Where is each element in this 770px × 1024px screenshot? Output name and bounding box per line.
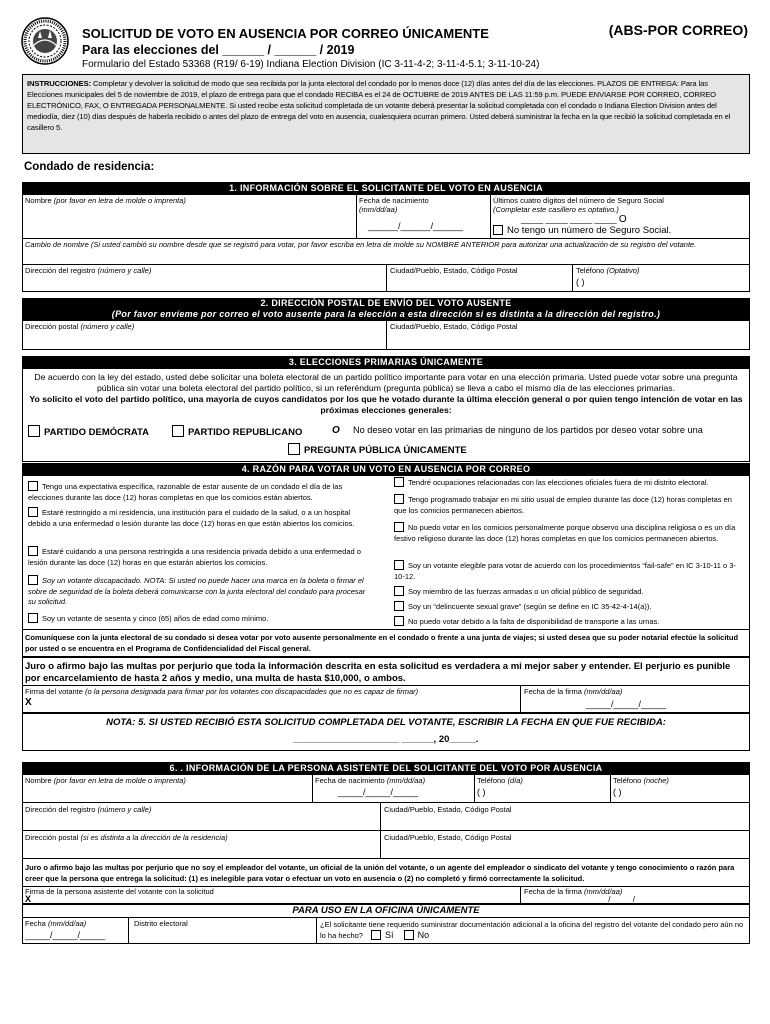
reason-fail-safe[interactable]: Soy un votante elegible para votar de acuerdo con los procedimientos “fail-safe” en IC 3-10-11 o 3-10-12.: [394, 561, 736, 581]
registration-city-field[interactable]: Ciudad/Pueblo, Estado, Código Postal: [390, 266, 518, 275]
assistant-night-phone-field[interactable]: ( ): [613, 787, 622, 797]
reason-caregiver[interactable]: Estaré cuidando a una persona restringida a una residencia privada debido a una enfermedad o lesión durante las doce (12) horas en que estarán abiertos los comicios.: [28, 547, 361, 567]
republican-party-option[interactable]: PARTIDO REPUBLICANO: [172, 425, 302, 438]
instructions-text: Completar y devolver la solicitud de modo que sea recibida por la junta electoral del condado por lo menos doce (12) días antes del día de las elecciones. PLAZOS DE ENTREGA: Para las Elecciones municipales del 5 de noviembre de 2019, el plazo de entrega para que el condado RECIBA es el 24 de OCTUBRE de 2019 ANTES DE LAS 11:59 p.m. PUEDE ENVIARSE POR CORREO, CORREO ELECTRÓNICO, FAX, O ENTREGADA PERSONALMENTE. Si usted recibe esta solicitud completada de un votante deberá presentar la solicitud completada con el condado o Indiana Election Division antes del mediodía, diez (10) días después de haberla recibido o antes del plazo de entrega del voto en ausencia, cualesquiera ocurran primero. Usted deberá suministrar la fecha en la que recibió la solicitud completada en el casillero 5.: [27, 79, 731, 132]
form-reference: Formulario del Estado 53368 (R19/ 6-19) Indiana Election Division (IC 3-11-4-2; 3-11-4-5.1; 3-11-10-24): [82, 59, 540, 70]
assistant-signature-label: Firma de la persona asistente del votante con la solicitud: [25, 887, 214, 896]
assistant-signature-field[interactable]: X: [25, 894, 32, 904]
mailing-city-field[interactable]: Ciudad/Pueblo, Estado, Código Postal: [390, 322, 518, 331]
reason-sex-offender[interactable]: Soy un “delincuente sexual grave” (según se define en IC 35-42-4-14(a)).: [394, 601, 746, 613]
primary-explanation: De acuerdo con la ley del estado, usted debe solicitar una boleta electoral de un partido político importante para votar en una elección primaria. Usted puede votar sobre una pregunta pública sin votar una boleta electoral del partido político, si un referéndum (pregunta pública) se lleva a cabo el mismo día de las elecciones primarias.: [34, 372, 738, 393]
reason-transportation-checkbox[interactable]: [394, 616, 404, 626]
section-1-header: 1. INFORMACIÓN SOBRE EL SOLICITANTE DEL VOTO EN AUSENCIA: [22, 182, 750, 194]
no-ssn-option[interactable]: No tengo un número de Seguro Social.: [493, 225, 671, 237]
applicant-dob-label: Fecha de nacimiento (mm/dd/aa): [359, 196, 429, 214]
republican-checkbox[interactable]: [172, 425, 184, 437]
assistant-day-phone-field[interactable]: ( ): [477, 787, 486, 797]
office-no-option[interactable]: No: [404, 931, 430, 940]
party-request-statement: Yo solicito el voto del partido político, una mayoría de cuyos candidatos por los que he votado durante la última elección general o por quien tengo intención de votar en las próximas elecciones generales:: [29, 394, 743, 415]
section-4-header: 4. RAZÓN PARA VOTAR UN VOTO EN AUSENCIA POR CORREO: [22, 463, 750, 475]
name-change-field[interactable]: Cambio de nombre (Si usted cambió su nombre desde que se registró para votar, por favor escriba en letra de molde su NOMBRE ANTERIOR para autorizar una actualización de su registro del votante.: [25, 240, 697, 249]
reason-disabled-checkbox[interactable]: [28, 575, 38, 585]
reason-work-checkbox[interactable]: [394, 494, 404, 504]
assistant-oath-text: Juro o afirmo bajo las multas por perjurio que no soy el empleador del votante, un oficial de la unión del votante, o un agente del empleador o sindicato del votante y tengo conocimiento o razón para creer que la persona que entrega la solicitud: (1) es inelegible para votar o efectuar un voto en ausencia o (2) no completó y firmó correctamente la solicitud.: [25, 863, 735, 883]
applicant-dob-field[interactable]: ______/______/______: [368, 221, 464, 231]
election-date-line[interactable]: Para las elecciones del ______ / ______ / 2019: [82, 43, 355, 57]
assistant-reg-address-field[interactable]: Dirección del registro (número y calle): [25, 805, 152, 814]
assistant-reg-city-field[interactable]: Ciudad/Pueblo, Estado, Código Postal: [384, 805, 512, 814]
ssn-label: Últimos cuatro dígitos del número de Seguro Social (Completar este casillero es optativo.): [493, 196, 664, 214]
section-2-header: [22, 298, 750, 320]
reason-work[interactable]: Tengo programado trabajar en mi sitio usual de empleo durante las doce (12) horas completas en que los comicios permanecen abiertos.: [394, 495, 732, 515]
reason-age-65-checkbox[interactable]: [28, 613, 38, 623]
phone-optional-label: Teléfono (Optativo): [576, 266, 640, 275]
section-3-header: 3. ELECCIONES PRIMARIAS ÚNICAMENTE: [22, 356, 750, 368]
received-date-field[interactable]: ____________________ ______, 20_____.: [293, 734, 479, 745]
office-no-checkbox[interactable]: [404, 930, 414, 940]
assistant-mail-city-field[interactable]: Ciudad/Pueblo, Estado, Código Postal: [384, 833, 512, 842]
voter-sign-date-field[interactable]: _____/_____/_____: [586, 699, 667, 709]
office-date-field[interactable]: _____/_____/_____: [25, 930, 106, 940]
contact-county-note: Comuníquese con la junta electoral de su condado si desea votar por voto ausente personalmente en el condado o frente a una junta de viajes; si usted desea que su poder notarial efectúe la solicitud por usted o se encuentra en el Programa de Confidencialidad del Fiscal general.: [25, 633, 739, 653]
assistant-day-phone-label: Teléfono (día): [477, 776, 523, 785]
primary-or: O: [332, 425, 340, 436]
section-2-title: 2. DIRECCIÓN POSTAL DE ENVÍO DEL VOTO AUSENTE: [260, 298, 512, 308]
office-district-field[interactable]: Distrito electoral: [134, 919, 188, 928]
voter-oath-text: Juro o afirmo bajo las multas por perjurio que toda la información descrita en esta solicitud es verdadera a mi mejor saber y entender. El perjurio es punible por encarcelamiento de hasta 2 años y medio, una multa de hasta $10,000, o ambos.: [25, 661, 731, 684]
public-question-checkbox[interactable]: [288, 443, 300, 455]
assistant-sign-date-field[interactable]: _____/_____/_____: [586, 895, 658, 904]
reason-absent-county[interactable]: Tengo una expectativa específica, razonable de estar ausente de un condado el día de las elecciones durante las doce (12) horas completas en que los comicios están abiertos.: [28, 482, 343, 502]
voter-signature-label: Firma del votante (o la persona designada para firmar por los votantes con discapacidades que no es capaz de firmar): [25, 687, 419, 696]
ssn-or: O: [618, 214, 627, 225]
office-yes-checkbox[interactable]: [371, 930, 381, 940]
reason-military-checkbox[interactable]: [394, 586, 404, 596]
mailing-address-field[interactable]: Dirección postal (número y calle): [25, 322, 135, 331]
reason-religious[interactable]: No puedo votar en los comicios personalmente porque observo una disciplina religiosa o es un día festivo religioso durante las doce (12) horas completas en que los comicios permanecen abiertos.: [394, 523, 736, 543]
reason-confined[interactable]: Estaré restringido a mi residencia, una institución para el cuidado de la salud, o a un hospital debido a una enfermedad o lesión durante las doce (12) horas en que están abiertos los comicios.: [28, 508, 355, 528]
received-date-note: NOTA: 5. SI USTED RECIBIÓ ESTA SOLICITUD COMPLETADA DEL VOTANTE, ESCRIBIR LA FECHA EN QUE FUE RECIBIDA:: [106, 717, 666, 728]
reason-confined-checkbox[interactable]: [28, 507, 38, 517]
section-2-subtitle: (Por favor envíeme por correo el voto ausente para la elección a esta dirección si es distinta a la dirección del registro.): [111, 309, 661, 319]
democratic-checkbox[interactable]: [28, 425, 40, 437]
ssn-field[interactable]: _____ _____ _____ _____ O: [521, 214, 627, 225]
office-date-label: Fecha (mm/dd/aa): [25, 919, 87, 928]
assistant-name-field[interactable]: Nombre (por favor en letra de molde o imprenta): [25, 776, 186, 785]
reason-military[interactable]: Soy miembro de las fuerzas armadas o un oficial público de seguridad.: [394, 586, 746, 598]
voter-signature-field[interactable]: X: [25, 697, 32, 708]
applicant-name-field[interactable]: Nombre (por favor en letra de molde o imprenta): [25, 196, 186, 205]
reason-age-65[interactable]: Soy un votante de sesenta y cinco (65) años de edad como mínimo.: [28, 613, 373, 625]
county-of-residence-label[interactable]: Condado de residencia:: [24, 161, 155, 173]
reason-caregiver-checkbox[interactable]: [28, 546, 38, 556]
instructions-box: [22, 74, 750, 154]
phone-optional-field[interactable]: ( ): [576, 277, 585, 287]
reason-disabled[interactable]: Soy un votante discapacitado. NOTA: Si usted no puede hacer una marca en la boleta o firmar el sobre de seguridad de la boleta deberá comunicarse con la junta electoral del condado para procesar su solicitud.: [28, 576, 366, 606]
reason-religious-checkbox[interactable]: [394, 522, 404, 532]
assistant-sign-date-label: Fecha de la firma (mm/dd/aa): [524, 887, 623, 896]
public-question-option[interactable]: PREGUNTA PÚBLICA ÚNICAMENTE: [288, 443, 467, 456]
assistant-night-phone-label: Teléfono (noche): [613, 776, 669, 785]
no-ssn-checkbox[interactable]: [493, 225, 503, 235]
democratic-party-option[interactable]: PARTIDO DEMÓCRATA: [28, 425, 149, 438]
assistant-mail-address-field[interactable]: Dirección postal (si es distinta a la dirección de la residencia): [25, 833, 228, 842]
assistant-dob-field[interactable]: _____/_____/_____: [338, 787, 419, 797]
section-6-header: 6. . INFORMACIÓN DE LA PERSONA ASISTENTE DEL SOLICITANTE DEL VOTO POR AUSENCIA: [22, 762, 750, 774]
reason-absent-county-checkbox[interactable]: [28, 481, 38, 491]
indiana-state-seal-icon: [20, 16, 70, 66]
form-code: (ABS-POR CORREO): [608, 22, 748, 38]
reason-election-duties-checkbox[interactable]: [394, 477, 404, 487]
reason-transportation[interactable]: No puedo votar debido a la falta de disponibilidad de transporte a las urnas.: [394, 616, 746, 628]
office-use-title: PARA USO EN LA OFICINA ÚNICAMENTE: [292, 905, 480, 916]
assistant-dob-label: Fecha de nacimiento (mm/dd/aa): [315, 776, 426, 785]
registration-address-field[interactable]: Dirección del registro (número y calle): [25, 266, 152, 275]
reason-fail-safe-checkbox[interactable]: [394, 560, 404, 570]
form-title: SOLICITUD DE VOTO EN AUSENCIA POR CORREO ÚNICAMENTE: [82, 26, 489, 41]
no-party-text: No deseo votar en las primarias de ninguno de los partidos por deseo votar sobre una: [353, 425, 703, 435]
reason-election-duties[interactable]: Tendré ocupaciones relacionadas con las elecciones oficiales fuera de mi distrito electoral.: [394, 477, 746, 489]
office-documentation-question: ¿El solicitante tiene requerido suministrar documentación adicional a la oficina del registro del votante del condado pero aún no lo ha hecho? Sí No: [320, 920, 744, 940]
reason-sex-offender-checkbox[interactable]: [394, 601, 404, 611]
absentee-ballot-application: [16, 16, 754, 1016]
voter-sign-date-label: Fecha de la firma (mm/dd/aa): [524, 687, 623, 696]
instructions-label: INSTRUCCIONES:: [27, 79, 91, 88]
office-yes-option[interactable]: Sí: [371, 931, 394, 940]
